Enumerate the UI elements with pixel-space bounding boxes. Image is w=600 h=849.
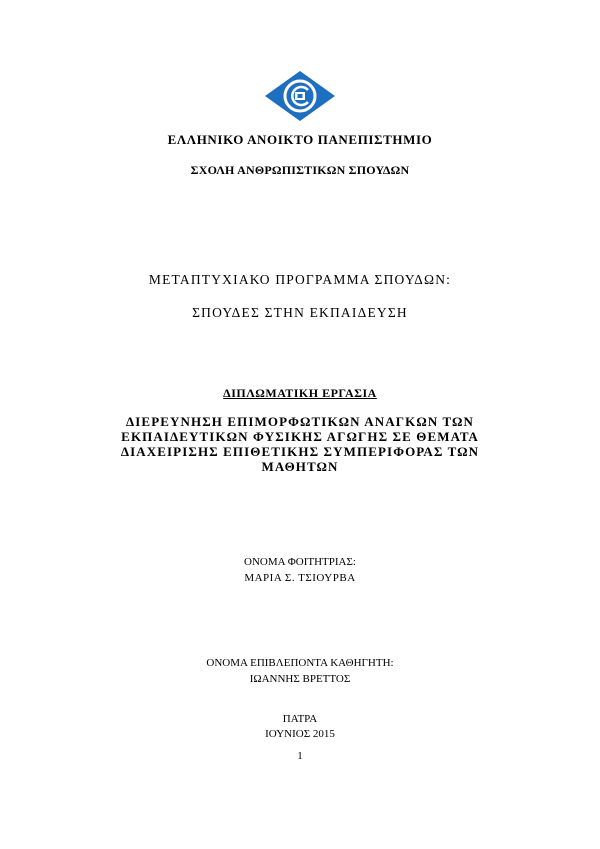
date: ΙΟΥΝΙΟΣ 2015 bbox=[265, 728, 335, 740]
university-logo-icon bbox=[264, 70, 336, 122]
university-name: ΕΛΛΗΝΙΚΟ ΑΝΟΙΚΤΟ ΠΑΝΕΠΙΣΤΗΜΙΟ bbox=[167, 132, 433, 147]
program-field: ΣΠΟΥΔΕΣ ΣΤΗΝ ΕΚΠΑΙΔΕΥΣΗ bbox=[192, 305, 408, 320]
city: ΠΑΤΡΑ bbox=[282, 713, 318, 725]
program-name: ΜΕΤΑΠΤΥΧΙΑΚΟ ΠΡΟΓΡΑΜΜΑ ΣΠΟΥΔΩΝ: bbox=[148, 272, 452, 287]
thesis-label-text: ΔΙΠΛΩΜΑΤΙΚΗ ΕΡΓΑΣΙΑ bbox=[223, 386, 377, 400]
school-name: ΣΧΟΛΗ ΑΝΘΡΩΠΙΣΤΙΚΩΝ ΣΠΟΥΔΩΝ bbox=[190, 163, 410, 177]
thesis-title-line: ΔΙΑΧΕΙΡΙΣΗΣ ΕΠΙΘΕΤΙΚΗΣ ΣΥΜΠΕΡΙΦΟΡΑΣ ΤΩΝ bbox=[120, 444, 480, 459]
page-number: 1 bbox=[297, 750, 303, 762]
thesis-title-line: ΕΚΠΑΙΔΕΥΤΙΚΩΝ ΦΥΣΙΚΗΣ ΑΓΩΓΗΣ ΣΕ ΘΕΜΑΤΑ bbox=[121, 429, 479, 444]
student-name: ΜΑΡΙΑ Σ. ΤΣΙΟΥΡΒΑ bbox=[244, 572, 356, 584]
thesis-title bbox=[60, 414, 540, 474]
supervisor-name: ΙΩΑΝΝΗΣ ΒΡΕΤΤΟΣ bbox=[249, 673, 351, 685]
thesis-title-line: ΔΙΕΡΕΥΝΗΣΗ ΕΠΙΜΟΡΦΩΤΙΚΩΝ ΑΝΑΓΚΩΝ ΤΩΝ bbox=[126, 414, 474, 429]
supervisor-label: ΟΝΟΜΑ ΕΠΙΒΛΕΠΟΝΤΑ ΚΑΘΗΓΗΤΗ: bbox=[206, 657, 394, 669]
thesis-label bbox=[0, 386, 600, 401]
thesis-title-line: ΜΑΘΗΤΩΝ bbox=[261, 459, 339, 474]
student-label: ΟΝΟΜΑ ΦΟΙΤΗΤΡΙΑΣ: bbox=[244, 556, 356, 568]
